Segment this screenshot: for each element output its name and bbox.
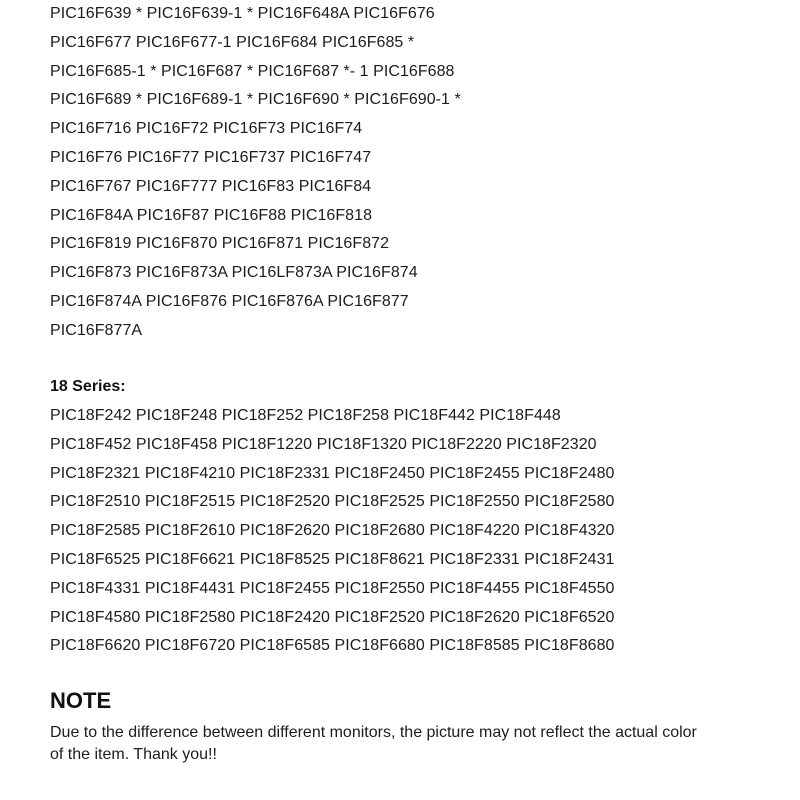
series-16-line: PIC16F689 * PIC16F689-1 * PIC16F690 * PIC16F690-1 * [50,91,461,109]
series-18-line: PIC18F4580 PIC18F2580 PIC18F2420 PIC18F2520 PIC18F2620 PIC18F6520 [50,608,615,626]
series-18-line: PIC18F6620 PIC18F6720 PIC18F6585 PIC18F6680 PIC18F8585 PIC18F8680 [50,637,615,655]
series-18-line: PIC18F2510 PIC18F2515 PIC18F2520 PIC18F2525 PIC18F2550 PIC18F2580 [50,493,615,511]
series-16-line: PIC16F716 PIC16F72 PIC16F73 PIC16F74 [50,120,363,138]
series-18-line: PIC18F2585 PIC18F2610 PIC18F2620 PIC18F2680 PIC18F4220 PIC18F4320 [50,522,615,540]
series-16-line: PIC16F84A PIC16F87 PIC16F88 PIC16F818 [50,206,373,224]
note-text: Due to the difference between different monitors, the picture may not reflect the actual color of the item. Thank you!! [50,724,697,763]
note-heading: NOTE [50,688,112,713]
series-16-list [50,0,461,346]
series-18-line: PIC18F242 PIC18F248 PIC18F252 PIC18F258 PIC18F442 PIC18F448 [50,407,561,424]
series-18-line: PIC18F452 PIC18F458 PIC18F1220 PIC18F1320 PIC18F2220 PIC18F2320 [50,435,597,453]
series-16-line: PIC16F819 PIC16F870 PIC16F871 PIC16F872 [50,235,390,253]
series-16-line: PIC16F685-1 * PIC16F687 * PIC16F687 *- 1 PIC16F688 [50,62,455,80]
series-16-line: PIC16F639 * PIC16F639-1 * PIC16F648A PIC16F676 [50,5,435,22]
series-16-line: PIC16F873 PIC16F873A PIC16LF873A PIC16F874 [50,264,418,282]
series-16-line: PIC16F877A [50,321,143,339]
series-16-line: PIC16F767 PIC16F777 PIC16F83 PIC16F84 [50,177,372,195]
series-18-list [50,402,615,661]
series-18-line: PIC18F6525 PIC18F6621 PIC18F8525 PIC18F8621 PIC18F2331 PIC18F2431 [50,550,615,568]
series-16-line: PIC16F677 PIC16F677-1 PIC16F684 PIC16F685 * [50,33,415,51]
series-18-line: PIC18F4331 PIC18F4431 PIC18F2455 PIC18F2550 PIC18F4455 PIC18F4550 [50,579,615,597]
series-16-line: PIC16F76 PIC16F77 PIC16F737 PIC16F747 [50,148,372,166]
series-18-heading: 18 Series: [50,378,126,395]
series-16-line: PIC16F874A PIC16F876 PIC16F876A PIC16F877 [50,292,409,310]
series-18-line: PIC18F2321 PIC18F4210 PIC18F2331 PIC18F2450 PIC18F2455 PIC18F2480 [50,464,615,482]
